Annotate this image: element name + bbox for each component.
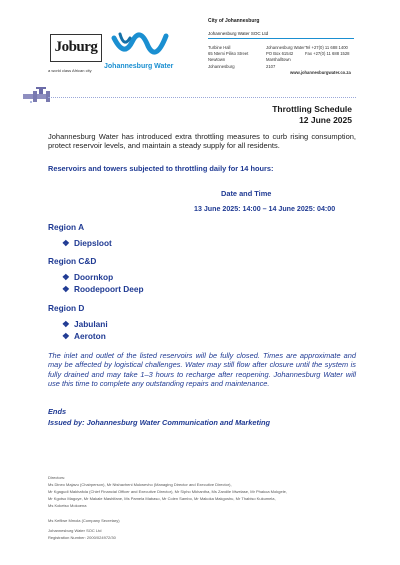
water-pipe-icon — [22, 86, 58, 104]
reservoir-name: Jabulani — [74, 319, 108, 329]
document-title — [272, 104, 352, 125]
phone-number: Tel +27(0) 11 688 1400 — [305, 45, 348, 50]
fax-number: Fax +27(0) 11 688 1528 — [305, 51, 350, 57]
reservoir-name: Doornkop — [74, 272, 114, 282]
company-name: Johannesburg Water SOC Ltd — [48, 528, 102, 533]
ends-marker: Ends — [48, 407, 67, 416]
registration-number: Registration Number: 2000/024972/30 — [48, 535, 116, 540]
intro-paragraph: Johannesburg Water has introduced extra throttling measures to curb rising consumption, protect reservoir levels, and maintain a steady supply for all residents. — [48, 132, 356, 151]
title-date: 12 June 2025 — [299, 114, 352, 125]
directors-line: Ms Koketso Mokoena — [48, 503, 87, 508]
address-line: 2107 — [266, 63, 276, 69]
address-line: Turbine Hall — [208, 45, 231, 50]
address-line: Johannesburg Water — [266, 45, 305, 50]
reservoir-item — [62, 331, 106, 341]
postal-address — [266, 45, 305, 70]
reservoir-item — [62, 284, 144, 294]
reservoir-item — [62, 319, 108, 329]
closure-note: The inlet and outlet of the listed reservoirs will be fully closed. Times are approximate and may be affected by logistical challenges. Water may still flow after closure until the system is fully drained and may take 1–3 hours to recharge after reopening. Johannesburg Water will use this time to complete any outstanding repairs and maintenance. — [48, 351, 356, 388]
region-heading: Region D — [48, 303, 85, 313]
directors-heading: Directors: — [48, 475, 66, 480]
schedule-datetime: 13 June 2025: 14:00 – 14 June 2025: 04:00 — [194, 205, 336, 213]
diamond-bullet-icon: ❖ — [62, 319, 70, 329]
address-line: Newtown — [208, 57, 226, 63]
website-link[interactable]: www.johannesburgwater.co.za — [290, 70, 351, 75]
reservoir-name: Diepsloot — [74, 238, 112, 248]
reservoir-name: Aeroton — [74, 331, 106, 341]
title-heading: Throttling Schedule — [272, 104, 352, 114]
header-divider — [208, 38, 354, 39]
header-city: City of Johannesburg — [208, 18, 260, 24]
schedule-label: Date and Time — [221, 189, 272, 198]
contact-numbers — [305, 45, 350, 57]
reservoir-item — [62, 238, 112, 248]
reservoirs-subheading: Reservoirs and towers subjected to throttling daily for 14 hours: — [48, 164, 274, 173]
diamond-bullet-icon: ❖ — [62, 284, 70, 294]
joburg-logo — [50, 34, 102, 62]
address-line: 65 Ntemi Piliso Street — [208, 51, 249, 57]
street-address — [208, 45, 248, 70]
diamond-bullet-icon: ❖ — [62, 238, 70, 248]
company-secretary: Ms Kefilwe Mmola (Company Secretary) — [48, 518, 120, 523]
region-heading: Region A — [48, 222, 85, 232]
directors-line: Mr Kgagudi Makhafola (Chief Financial Officer and Executive Director), Mr Sipho Mkhantha, Ms Zandile Mwelase, Mr Phakoa Mokgele, — [48, 489, 287, 494]
issued-by: Issued by: Johannesburg Water Communication and Marketing — [48, 418, 271, 427]
diamond-bullet-icon: ❖ — [62, 272, 70, 282]
johannesburg-water-logo-name: Johannesburg Water — [104, 63, 174, 70]
diamond-bullet-icon: ❖ — [62, 331, 70, 341]
johannesburg-water-logo-icon — [110, 28, 170, 68]
reservoir-name: Roodepoort Deep — [74, 284, 144, 294]
directors-line: Ms Dineo Majavu (Chairperson), Mr Ntshavheni Mukwevho (Managing Director and Executive Director), — [48, 482, 232, 487]
address-line: PO Box 61542 — [266, 51, 294, 57]
joburg-tagline: a world class African city — [48, 68, 92, 73]
region-heading: Region C&D — [48, 256, 97, 266]
address-line: Johannesburg — [208, 63, 235, 69]
address-line: Marshalltown — [266, 57, 291, 63]
reservoir-item — [62, 272, 113, 282]
pipe-divider — [48, 97, 356, 98]
header-company: Johannesburg Water SOC Ltd — [208, 31, 269, 36]
directors-line: Mr Kgotso Magoye, Mr Makale Mashifane, Ms Pamela Mabaso, Mr Colen Sambo, Mr Makoka Makgoshu, Mr Thabiso Kukumela, — [48, 496, 276, 501]
joburg-logo-text: Joburg — [54, 39, 98, 55]
